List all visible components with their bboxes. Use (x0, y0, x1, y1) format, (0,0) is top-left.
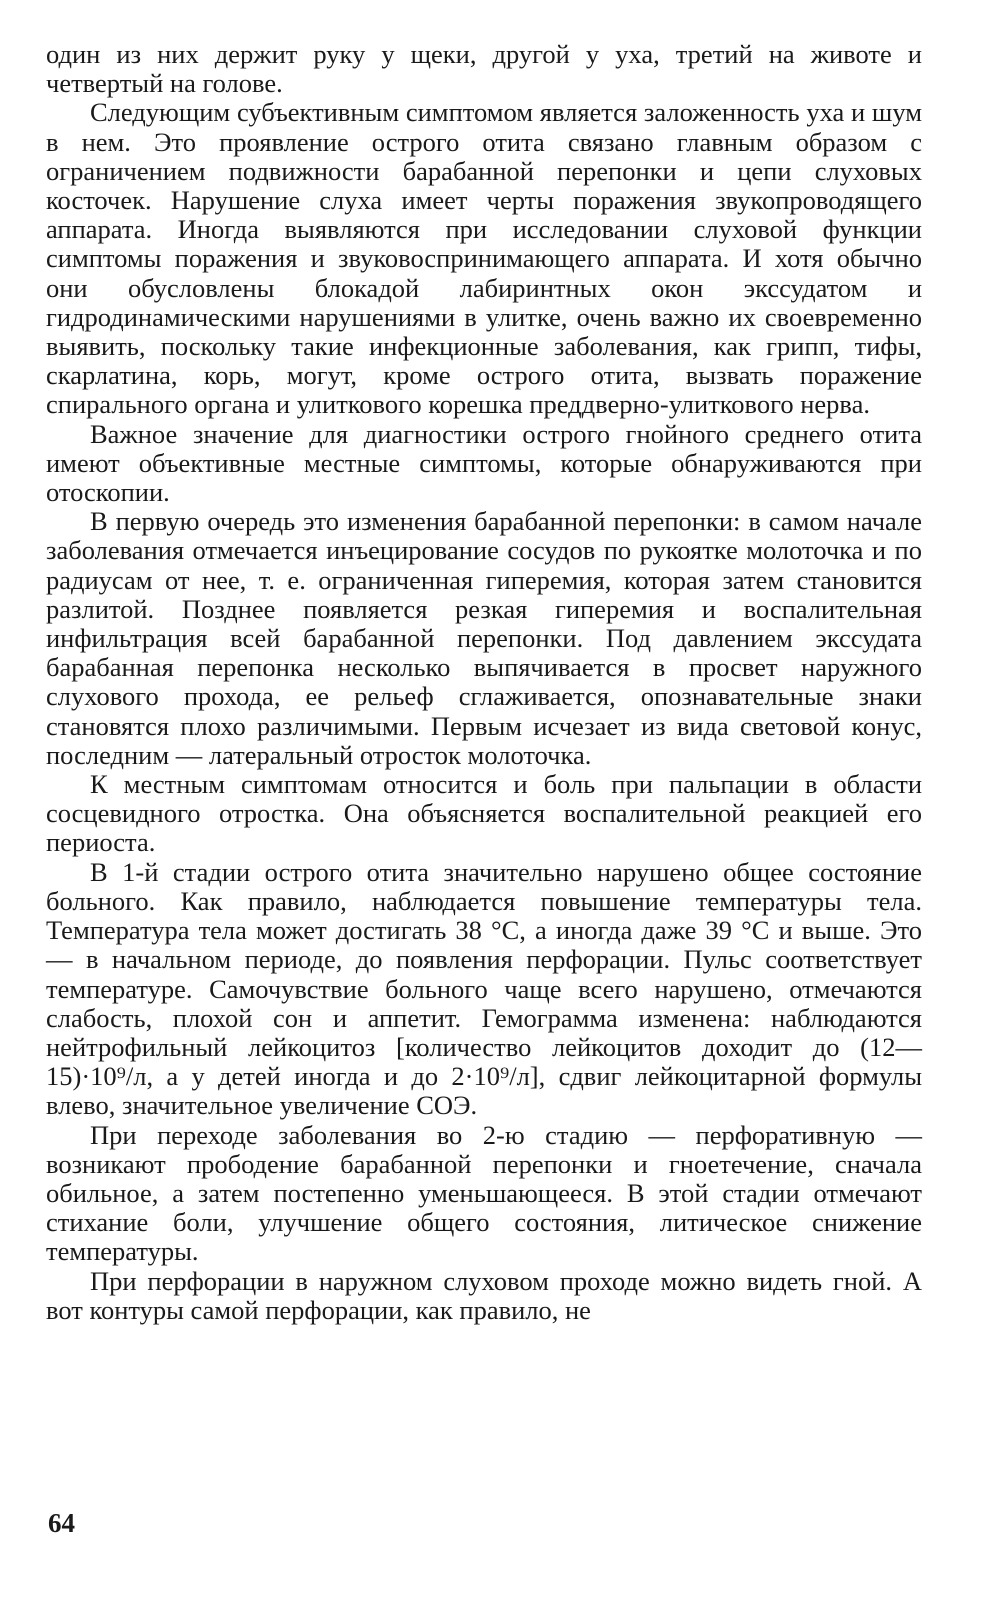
page-text-block (46, 40, 922, 1325)
paragraph-5: К местным симптомам относится и боль при пальпации в области сосцевидного отростка. Она объясняется воспалительной реакцией его периоста. (46, 769, 922, 858)
paragraph-6: В 1-й стадии острого отита значительно нарушено общее состояние больного. Как правило, наблюдается повышение температуры тела. Температура тела может достигать 38 °С, а иногда даже 39 °С и выше. Это — в начальном периоде, до появления перфорации. Пульс соответствует температуре. Самочувствие больного чаще всего нарушено, отмечаются слабость, плохой сон и аппетит. Гемограмма изменена: наблюдаются нейтрофильный лейкоцитоз [количество лейкоцитов доходит до (12—15)·10⁹/л, а у детей иногда и до 2·10⁹/л], сдвиг лейкоцитарной формулы влево, значительное увеличение СОЭ. (46, 856, 922, 1121)
paragraph-1: один из них держит руку у щеки, другой у уха, третий на животе и четвертый на голове. (46, 39, 922, 99)
paragraph-4: В первую очередь это изменения барабанной перепонки: в самом начале заболевания отмечается инъецирование сосудов по рукоятке молоточка и по радиусам от нее, т. е. ограниченная гиперемия, которая затем становится разлитой. Позднее появляется резкая гиперемия и воспалительная инфильтрация всей барабанной перепонки. Под давлением экссудата барабанная перепонка несколько выпячивается в просвет наружного слухового прохода, ее рельеф сглаживается, опознавательные знаки становятся плохо различимыми. Первым исчезает из вида световой конус, последним — латеральный отросток молоточка. (46, 506, 922, 770)
paragraph-3: Важное значение для диагностики острого гнойного среднего отита имеют объективные местные симптомы, которые обнаруживаются при отоскопии. (46, 418, 922, 508)
page-number: 64 (48, 1508, 75, 1538)
paragraph-2: Следующим субъективным симптомом является заложенность уха и шум в нем. Это проявление острого отита связано главным образом с ограничением подвижности барабанной перепонки и цепи слуховых косточек. Нарушение слуха имеет черты поражения звукопроводящего аппарата. Иногда выявляются при исследовании слуховой функции симптомы поражения и звуковоспринимающего аппарата. И хотя обычно они обусловлены блокадой лабиринтных окон экссудатом и гидродинамическими нарушениями в улитке, очень важно их своевременно выявить, поскольку такие инфекционные заболевания, как грипп, тифы, скарлатина, корь, могут, кроме острого отита, вызвать поражение спирального органа и улиткового корешка преддверно-улиткового нерва. (46, 97, 922, 420)
paragraph-7: При переходе заболевания во 2-ю стадию — перфоративную — возникают прободение барабанной перепонки и гноетечение, сначала обильное, а затем постепенно уменьшающееся. В этой стадии отмечают стихание боли, улучшение общего состояния, литическое снижение температуры. (46, 1119, 922, 1267)
paragraph-8: При перфорации в наружном слуховом проходе можно видеть гной. А вот контуры самой перфорации, как правило, не (46, 1265, 922, 1325)
